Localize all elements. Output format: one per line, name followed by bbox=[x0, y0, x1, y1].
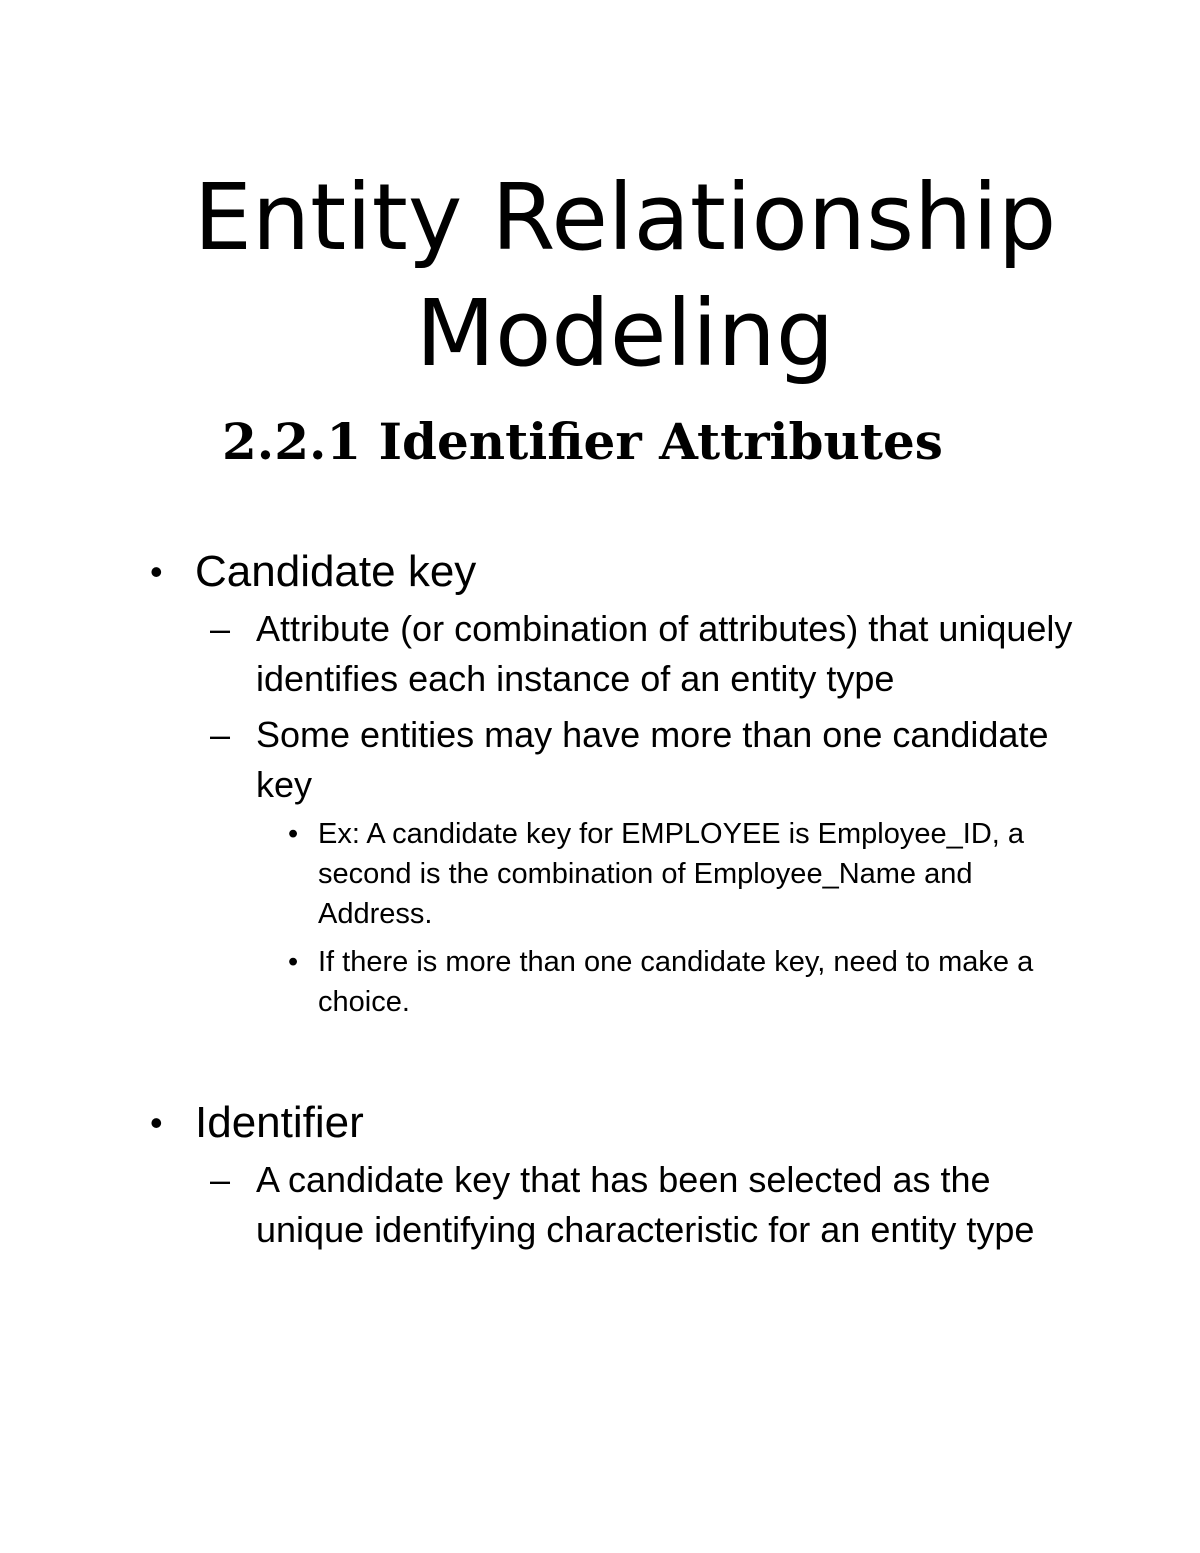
dash-icon: – bbox=[210, 608, 231, 649]
bullet-dot-icon: • bbox=[288, 818, 299, 850]
detail-bullet-text: Ex: A candidate key for EMPLOYEE is Employee_ID, a second is the combination of Employee_Name and Address. bbox=[318, 818, 1025, 930]
page-title-line-2: Modeling bbox=[415, 280, 835, 387]
sub-bullet-text: Some entities may have more than one candidate key bbox=[256, 714, 1049, 805]
dash-icon: – bbox=[210, 1159, 231, 1200]
page-title bbox=[0, 160, 1200, 392]
sub-bullet-text: Attribute (or combination of attributes) that uniquely identifies each instance of an entity type bbox=[256, 608, 1073, 699]
candidate-key-section bbox=[0, 546, 1200, 1022]
sub-bullet-identifier-definition bbox=[0, 1155, 1200, 1255]
detail-bullet-text: If there is more than one candidate key, need to make a choice. bbox=[318, 946, 1034, 1018]
bullet-text: Identifier bbox=[195, 1098, 364, 1147]
bullet-text: Candidate key bbox=[195, 547, 477, 596]
sub-bullet-text: A candidate key that has been selected as the unique identifying characteristic for an entity type bbox=[256, 1159, 1035, 1250]
bullet-dot-icon: • bbox=[150, 551, 163, 592]
bullet-candidate-key bbox=[0, 546, 1200, 598]
bullet-identifier bbox=[0, 1097, 1200, 1149]
sub-bullet-multiple-keys bbox=[0, 710, 1200, 810]
bullet-dot-icon: • bbox=[288, 946, 299, 978]
identifier-section bbox=[0, 1097, 1200, 1255]
sub-bullet-definition bbox=[0, 604, 1200, 704]
page-title-line-1: Entity Relationship bbox=[193, 164, 1057, 271]
detail-bullet-example bbox=[0, 814, 1200, 934]
dash-icon: – bbox=[210, 714, 231, 755]
detail-bullet-choice bbox=[0, 942, 1200, 1022]
section-subtitle: 2.2.1 Identifier Attributes bbox=[222, 412, 943, 471]
bullet-dot-icon: • bbox=[150, 1102, 163, 1143]
